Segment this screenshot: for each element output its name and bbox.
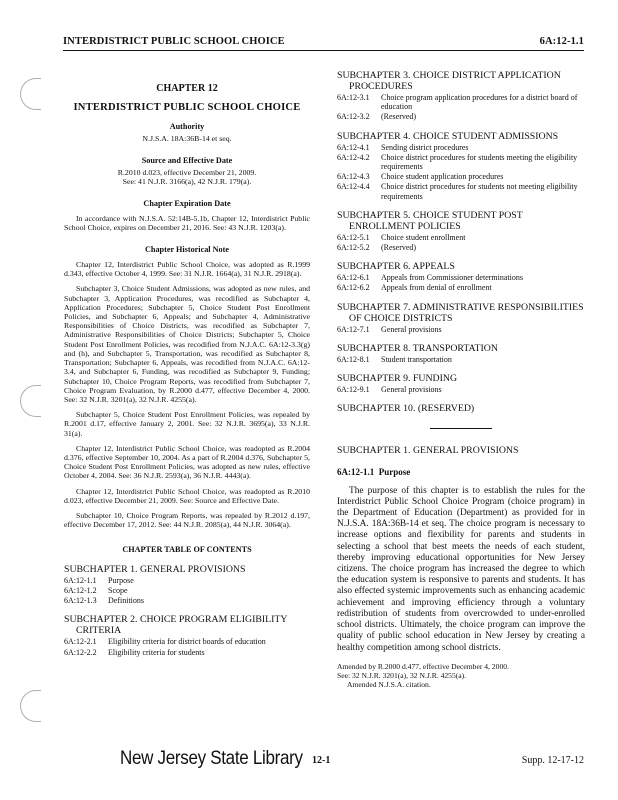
history-paragraph: Chapter 12, Interdistrict Public School Choice, was adopted as R.1999 d.343, effective October 4, 1999. See: 31 N.J.R. 1664(a), 31 N.J.R. 2918(a). — [64, 260, 310, 279]
right-column — [337, 70, 585, 689]
toc-entry — [337, 355, 585, 364]
toc-entry-number: 6A:12-4.2 — [337, 152, 370, 162]
toc-entry-number: 6A:12-6.2 — [337, 283, 370, 293]
expiration-heading: Chapter Expiration Date — [143, 198, 231, 208]
toc-subchapter-title-cont: OF CHOICE DISTRICTS — [349, 312, 453, 324]
toc-entry-number: 6A:12-1.2 — [64, 585, 97, 595]
toc-entry-number: 6A:12-3.1 — [337, 93, 370, 102]
toc-entry — [64, 576, 310, 585]
left-column — [64, 76, 310, 657]
toc-subchapter-title: SUBCHAPTER 9. FUNDING — [337, 373, 458, 385]
toc-entry-number: 6A:12-5.1 — [337, 232, 370, 242]
toc-entry — [337, 143, 585, 152]
toc-subchapter-heading — [337, 343, 585, 354]
toc-entry-number: 6A:12-3.2 — [337, 112, 370, 122]
toc-entry-number: 6A:12-6.1 — [337, 273, 370, 283]
toc-entry — [337, 172, 585, 181]
toc-entry-title: Appeals from denial of enrollment — [381, 283, 492, 293]
section-number: 6A:12-1.1 — [337, 467, 375, 478]
toc-subchapter-heading — [337, 373, 585, 384]
toc-subchapter-title: SUBCHAPTER 4. CHOICE STUDENT ADMISSIONS — [337, 130, 559, 142]
amendment-line: See: 32 N.J.R. 3201(a), 32 N.J.R. 4255(a). — [337, 670, 467, 680]
toc-entry-title: (Reserved) — [381, 243, 417, 253]
amendment-line: Amended by R.2000 d.477, effective December 4, 2000. — [337, 661, 509, 671]
toc-entry-title: (Reserved) — [381, 112, 417, 122]
chapter-title: INTERDISTRICT PUBLIC SCHOOL CHOICE — [73, 102, 301, 114]
toc-entry-number: 6A:12-2.2 — [64, 647, 97, 657]
toc-entry — [64, 586, 310, 595]
toc-entry-title: Sending district procedures — [381, 142, 469, 152]
toc-entry-number: 6A:12-1.1 — [64, 575, 97, 585]
toc-entry-title: Choice student application procedures — [381, 172, 504, 182]
history-paragraph: Subchapter 5, Choice Student Post Enrollment Policies, was repealed by R.2001 d.17, effective January 2, 2001. See: 32 N.J.R. 3695(a), 33 N.J.R. 31(a). — [64, 410, 310, 438]
subchapter-1-heading: SUBCHAPTER 1. GENERAL PROVISIONS — [337, 445, 519, 457]
toc-entry-number: 6A:12-8.1 — [337, 354, 370, 364]
history-heading: Chapter Historical Note — [145, 244, 229, 254]
toc-subchapter-title: SUBCHAPTER 5. CHOICE STUDENT POST — [337, 209, 523, 221]
toc-subchapter-title: SUBCHAPTER 3. CHOICE DISTRICT APPLICATION — [337, 70, 561, 81]
toc-entry-title: General provisions — [381, 324, 442, 334]
toc-entry — [337, 93, 585, 111]
page-number: 12-1 — [312, 755, 331, 766]
toc-entry — [64, 648, 310, 657]
toc-right — [337, 70, 585, 414]
header-section-number: 6A:12-1.1 — [539, 36, 584, 47]
toc-entry-title: General provisions — [381, 385, 442, 395]
toc-left — [64, 564, 310, 657]
toc-subchapter-heading — [337, 261, 585, 272]
toc-subchapter-heading — [337, 210, 585, 232]
toc-subchapter-title: SUBCHAPTER 2. CHOICE PROGRAM ELIGIBILITY — [64, 614, 288, 626]
toc-subchapter-title: SUBCHAPTER 6. APPEALS — [337, 261, 455, 273]
toc-subchapter-heading — [64, 564, 310, 575]
toc-subchapter-title: SUBCHAPTER 8. TRANSPORTATION — [337, 342, 498, 354]
history-notes — [64, 260, 310, 529]
toc-entry — [337, 153, 585, 171]
toc-subchapter-heading — [337, 403, 585, 414]
header-title: INTERDISTRICT PUBLIC SCHOOL CHOICE — [63, 36, 285, 47]
toc-entry — [337, 385, 585, 394]
toc-subchapter-heading — [337, 302, 585, 324]
toc-entry — [337, 325, 585, 334]
toc-entry-number: 6A:12-4.4 — [337, 182, 370, 192]
toc-entry — [337, 283, 585, 292]
history-paragraph: Chapter 12, Interdistrict Public School Choice, was readopted as R.2004 d.376, effective September 10, 2004. As a part of R.2004 d.376, Subchapter 5, Choice Student Post Enrollment Policies, was adopted as new rules, effective October 4, 2004. See: 36 N.J.R. 2593(a), 36 N.J.R. 4443(a). — [64, 443, 310, 481]
section-heading — [337, 468, 585, 477]
toc-entry — [64, 637, 310, 646]
toc-entry-title: Appeals from Commissioner determinations — [381, 273, 523, 283]
toc-subchapter-title: SUBCHAPTER 10. (RESERVED) — [337, 403, 475, 415]
toc-entry-title: Choice program application procedures for a district board of education — [381, 93, 578, 112]
history-paragraph: Chapter 12, Interdistrict Public School Choice, was readopted as R.2010 d.023, effective December 21, 2009. See: Source and Effective Date. — [64, 486, 310, 505]
toc-subchapter-title: SUBCHAPTER 7. ADMINISTRATIVE RESPONSIBILITIES — [337, 301, 584, 313]
source-line-1: R.2010 d.023, effective December 21, 2009. — [117, 168, 257, 178]
toc-entry-number: 6A:12-1.3 — [64, 596, 97, 606]
header-rule — [63, 50, 584, 51]
toc-subchapter-title-cont: ENROLLMENT POLICIES — [349, 220, 461, 232]
history-paragraph: Subchapter 10, Choice Program Reports, was repealed by R.2012 d.197, effective December 17, 2012. See: 44 N.J.R. 2085(a), 44 N.J.R. 3064(a). — [64, 510, 310, 530]
source-line-2: See: 41 N.J.R. 3166(a), 42 N.J.R. 179(a). — [122, 177, 252, 187]
toc-entry-title: Choice student enrollment — [381, 232, 466, 242]
toc-entry-title: Scope — [108, 585, 128, 595]
toc-entry-title: Choice district procedures for students not meeting eligibility requirements — [381, 182, 578, 201]
toc-subchapter-title: SUBCHAPTER 1. GENERAL PROVISIONS — [64, 563, 246, 575]
punch-hole-top — [20, 78, 41, 110]
authority-heading: Authority — [169, 121, 205, 131]
toc-entry-number: 6A:12-9.1 — [337, 385, 370, 395]
section-title: Purpose — [378, 467, 411, 478]
toc-entry — [337, 243, 585, 252]
section-divider — [430, 428, 492, 429]
punch-hole-middle — [20, 385, 41, 417]
toc-entry-title: Purpose — [108, 575, 134, 585]
toc-entry-number: 6A:12-5.2 — [337, 243, 370, 253]
toc-entry — [337, 233, 585, 242]
toc-entry-title: Choice district procedures for students meeting the eligibility requirements — [381, 152, 578, 172]
expiration-text: In accordance with N.J.S.A. 52:14B-5.1b, Chapter 12, Interdistrict Public School Choice, expires on December 21, 2016. See: 43 N.J.R. 1203(a). — [64, 214, 310, 233]
amendment-line: Amended N.J.S.A. citation. — [347, 679, 431, 689]
punch-hole-bottom — [20, 690, 41, 722]
library-stamp: New Jersey State Library — [120, 746, 303, 769]
authority-text: N.J.S.A. 18A:36B-14 et seq. — [142, 134, 232, 144]
toc-entry-number: 6A:12-4.3 — [337, 172, 370, 182]
toc-entry — [64, 596, 310, 605]
toc-subchapter-title-cont: CRITERIA — [76, 625, 122, 637]
amendment-note — [337, 662, 585, 689]
supplement-date: Supp. 12-17-12 — [521, 755, 584, 766]
purpose-paragraph: The purpose of this chapter is to establish the rules for the Interdistrict Public School Choice Program (choice program) in the Department of Education (Department) as provided for in N.J.S.A. 18A:36B-14 et seq. The choice program is necessary to increase options and flexibility for parents and students in selecting a school that best meets the needs of each student, thereby improving educational opportunities for New Jersey citizens. The choice program has increased the degree to which the education system is responsive to parents and students. It has also effected systemic improvements such as enhancing academic achievement and improving efficiency through a voluntary redistribution of students from overcrowded to under-enrolled school districts. Ultimately, the choice program can improve the quality of public school education in New Jersey by creating a healthy competition among school districts. — [337, 485, 585, 653]
toc-subchapter-heading — [64, 614, 310, 636]
toc-subchapter-heading — [337, 70, 585, 92]
toc-entry-title: Eligibility criteria for students — [108, 647, 205, 657]
history-paragraph: Subchapter 3, Choice Student Admissions, was adopted as new rules, and Subchapter 3, Application Procedures, was recodified as Subchapter 4, Application Procedures; Subchapter 5, Choice Student Post Enrollment Policies, and Subchapter 6, Appeals; and Subchapter 4, Administrative Responsibilities of Choice Districts, was recodified as Subchapter 7, Administrative Responsibilities of Choice Districts; Subchapter 5, Choice Student Post Enrollment Policies, was recodified from N.J.A.C. 6A:12-3.3(g) and (h), and Subchapter 5, Transportation, was recodified as Subchapter 8, Transportation; Subchapter 6, Appeals, was recodified from N.J.A.C. 6A:12-3.4, and Subchapter 6, Funding, was recodified as Subchapter 9, Funding; Subchapter 10, Choice Program Reports, was recodified from Subchapter 7, Choice Program Evaluation, by R.2000 d.477, effective December 4, 2000. See: 32 N.J.R. 3201(a), 32 N.J.R. 4255(a). — [64, 284, 310, 404]
toc-entry-title: Student transportation — [381, 354, 452, 364]
chapter-number: CHAPTER 12 — [156, 83, 218, 94]
source-heading: Source and Effective Date — [141, 155, 233, 165]
toc-entry — [337, 112, 585, 121]
toc-entry — [337, 182, 585, 200]
toc-entry-number: 6A:12-7.1 — [337, 324, 370, 334]
toc-entry-title: Definitions — [108, 596, 144, 606]
toc-entry — [337, 273, 585, 282]
toc-entry-title: Eligibility criteria for district boards of education — [108, 637, 266, 647]
toc-subchapter-title-cont: PROCEDURES — [349, 81, 413, 92]
toc-heading: CHAPTER TABLE OF CONTENTS — [122, 545, 252, 555]
toc-entry-number: 6A:12-4.1 — [337, 142, 370, 152]
toc-entry-number: 6A:12-2.1 — [64, 637, 97, 647]
toc-subchapter-heading — [337, 131, 585, 142]
